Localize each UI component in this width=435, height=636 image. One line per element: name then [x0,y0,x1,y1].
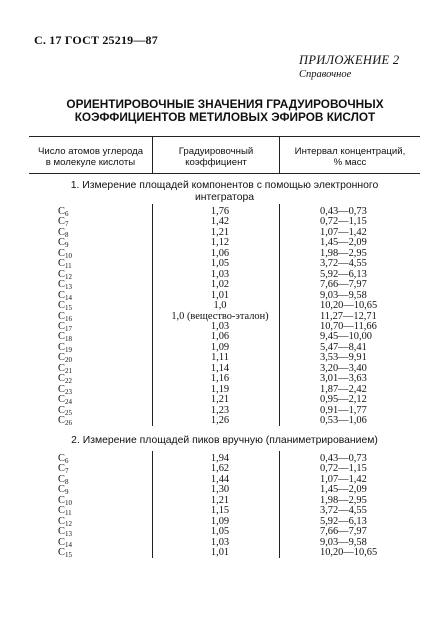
column-divider [279,204,280,426]
document-title-line: КОЭФФИЦИЕНТОВ МЕТИЛОВЫХ ЭФИРОВ КИСЛОТ [74,110,376,124]
concentration-range-cell: 5,47—8,41 [320,341,367,353]
concentration-range-cell: 3,20—3,40 [320,362,367,374]
carbon-count: 19 [64,345,72,354]
concentration-range-cell: 5,92—6,13 [320,515,367,527]
column-header-line: Число атомов углерода [37,146,144,157]
column-header-line: Интервал концентраций, [294,146,406,157]
coefficient-cell: 1,21 [210,226,230,238]
coefficient-cell: 1,76 [210,206,230,217]
carbon-count: 13 [64,283,72,292]
coefficient-cell: 1,30 [210,484,230,496]
concentration-range-cell: 10,20—10,65 [320,300,378,312]
carbon-count: 11 [64,509,72,518]
concentration-range-cell: 1,07—1,42 [320,226,367,238]
carbon-symbol: С [58,473,65,485]
concentration-range-cell: 0,43—0,73 [320,453,367,464]
carbon-symbol: С [58,404,65,416]
concentration-range-cell: 1,98—2,95 [320,494,367,506]
concentration-range-cell: 1,87—2,42 [320,383,367,395]
carbon-count: 14 [64,540,72,549]
document-title-line: ОРИЕНТИРОВОЧНЫЕ ЗНАЧЕНИЯ ГРАДУИРОВОЧНЫХ [66,97,384,111]
column-header-carbon-atoms [29,146,152,168]
section-title-manual-planimetry [29,435,420,447]
coefficient-cell: 1,94 [210,453,230,464]
carbon-symbol: С [58,505,65,517]
carbon-symbol: С [58,341,65,353]
carbon-symbol: С [58,289,65,301]
coefficient-cell: 1,44 [210,473,230,485]
column-header-line: Градуировочный [178,146,254,157]
carbon-count: 14 [64,293,72,302]
coefficient-cell: 1,01 [210,547,230,559]
carbon-symbol: С [58,547,65,559]
carbon-symbol: С [58,206,65,217]
carbon-count: 11 [64,262,72,271]
carbon-count: 7 [64,467,69,476]
carbon-symbol: С [58,362,65,374]
carbon-count: 12 [64,272,72,281]
coefficient-cell: 1,09 [210,341,230,353]
carbon-atoms-cell [58,548,72,560]
concentration-range-cell: 7,66—7,97 [320,526,367,538]
concentration-range-cell: 10,70—11,66 [320,320,377,332]
carbon-count: 10 [64,251,72,260]
coefficient-cell: 1,09 [210,515,230,527]
concentration-range-cell: 0,43—0,73 [320,206,367,217]
appendix-title: ПРИЛОЖЕНИЕ 2 [299,53,400,67]
carbon-count: 23 [64,387,72,396]
concentration-range-cell: 0,72—1,15 [320,463,367,475]
carbon-symbol: С [58,515,65,527]
coefficient-cell: 1,03 [210,268,230,280]
carbon-symbol: С [58,268,65,280]
carbon-symbol: С [58,383,65,395]
coefficient-cell: 1,01 [210,289,230,301]
carbon-symbol: С [58,526,65,538]
coefficient-cell: 1,42 [210,216,230,228]
concentration-range-cell: 0,95—2,12 [320,394,367,406]
concentration-range-cell: 1,07—1,42 [320,473,367,485]
carbon-symbol: С [58,247,65,259]
coefficient-cell: 1,23 [210,404,230,416]
coefficient-cell: 1,03 [210,320,230,332]
carbon-count: 13 [64,530,72,539]
carbon-count: 21 [64,366,72,375]
carbon-atoms-cell [58,416,72,428]
carbon-symbol: С [58,258,65,270]
concentration-range-cell: 1,98—2,95 [320,247,367,259]
appendix-subtitle: Справочное [299,69,352,80]
coefficient-cell: 1,26 [210,415,230,426]
coefficient-cell: 1,06 [210,247,230,259]
carbon-symbol: С [58,484,65,496]
coefficient-cell: 1,0 [213,300,227,312]
concentration-range-cell: 3,72—4,55 [320,505,367,517]
carbon-count: 17 [64,324,72,333]
concentration-range-cell: 3,01—3,63 [320,373,367,385]
column-divider [152,204,153,426]
document-title [30,98,420,124]
coefficient-cell: 1,05 [210,526,230,538]
coefficient-cell: 1,62 [210,463,230,475]
concentration-range-cell: 11,27—12,71 [320,310,377,322]
coefficient-cell: 1,03 [210,536,230,548]
concentration-range-cell: 1,45—2,09 [320,484,367,496]
coefficient-cell: 1,15 [210,505,230,517]
coefficient-cell: 1,12 [210,237,230,249]
coefficient-cell: 1,02 [210,279,230,291]
carbon-symbol: С [58,331,65,343]
carbon-count: 15 [64,551,72,560]
table-top-rule [29,136,420,137]
carbon-symbol: С [58,373,65,385]
carbon-symbol: С [58,453,65,464]
column-header-line: коэффициент [185,157,247,168]
concentration-range-cell: 0,72—1,15 [320,216,367,228]
column-header-coefficient [153,146,279,168]
section-title-line: 1. Измерение площадей компонентов с помощью электронного [70,180,379,191]
carbon-count: 8 [64,230,69,239]
appendix-label [299,53,409,80]
carbon-symbol: С [58,320,65,332]
carbon-count: 18 [64,335,72,344]
column-header-line: в молекуле кислоты [45,157,136,168]
coefficient-cell: 1,05 [210,258,230,270]
carbon-count: 8 [64,477,69,486]
carbon-count: 9 [64,241,69,250]
column-header-line: % масс [333,157,367,168]
carbon-count: 20 [64,356,72,365]
concentration-range-cell: 0,91—1,77 [320,404,367,416]
coefficient-cell: 1,11 [211,352,229,364]
carbon-symbol: С [58,300,65,312]
concentration-range-cell: 3,72—4,55 [320,258,367,270]
coefficient-cell: 1,21 [210,394,230,406]
column-header-concentration-range [280,146,420,168]
carbon-symbol: С [58,310,65,322]
carbon-symbol: С [58,226,65,238]
coefficient-cell: 1,0 (вещество-эталон) [171,310,269,322]
carbon-count: 22 [64,377,72,386]
carbon-symbol: С [58,279,65,291]
concentration-range-cell: 9,03—9,58 [320,536,367,548]
carbon-count: 16 [64,314,72,323]
concentration-range-cell: 9,45—10,00 [320,331,372,343]
carbon-count: 25 [64,408,72,417]
concentration-range-cell: 10,20—10,65 [320,547,378,559]
carbon-count: 26 [64,419,72,427]
coefficient-cell: 1,06 [210,331,230,343]
carbon-count: 9 [64,488,69,497]
carbon-count: 10 [64,498,72,507]
carbon-symbol: С [58,394,65,406]
carbon-symbol: С [58,216,65,228]
concentration-range-cell: 5,92—6,13 [320,268,367,280]
carbon-symbol: С [58,352,65,364]
concentration-range-cell: 1,45—2,09 [320,237,367,249]
section-title-line: интегратора [194,192,255,203]
section-title-electronic-integrator [29,180,420,204]
carbon-count: 7 [64,220,69,229]
carbon-count: 15 [64,304,72,313]
page-header: С. 17 ГОСТ 25219—87 [34,33,158,47]
carbon-count: 12 [64,519,72,528]
table-header-rule [29,173,420,174]
concentration-range-cell: 3,53—9,91 [320,352,367,364]
coefficient-cell: 1,19 [210,383,230,395]
concentration-range-cell: 9,03—9,58 [320,289,367,301]
concentration-range-cell: 7,66—7,97 [320,279,367,291]
column-divider [152,451,153,558]
carbon-symbol: С [58,463,65,475]
concentration-range-cell: 0,53—1,06 [320,415,367,426]
carbon-symbol: С [58,494,65,506]
section-title-line: 2. Измерение площадей пиков вручную (планиметрированием) [71,435,378,446]
coefficient-cell: 1,21 [210,494,230,506]
carbon-symbol: С [58,415,65,426]
coefficient-cell: 1,14 [210,362,230,374]
carbon-symbol: С [58,237,65,249]
carbon-count: 24 [64,398,72,407]
carbon-symbol: С [58,536,65,548]
carbon-count: 6 [64,457,69,465]
carbon-count: 6 [64,210,69,218]
column-divider [279,451,280,558]
coefficient-cell: 1,16 [210,373,230,385]
